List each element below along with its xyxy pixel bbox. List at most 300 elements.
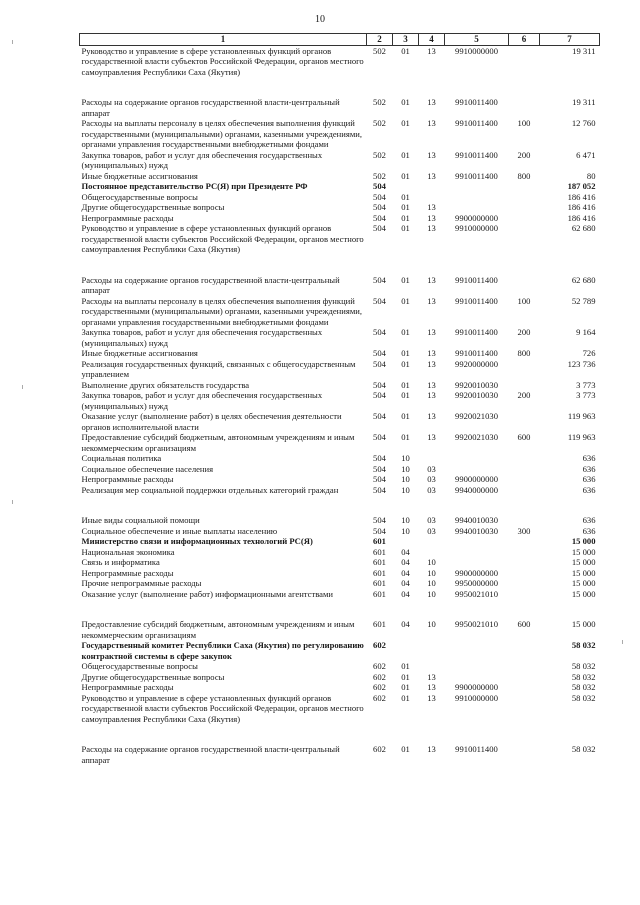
- row-c4-cell: [419, 640, 445, 661]
- row-name-cell: Реализация мер социальной поддержки отдельных категорий граждан: [81, 484, 339, 495]
- row-c7-cell: 636: [582, 525, 596, 536]
- header-cell: 2: [367, 34, 393, 46]
- row-c3-cell: 01: [401, 327, 410, 337]
- row-c2-cell: 504: [373, 390, 386, 400]
- row-c4-cell: 03: [427, 484, 436, 495]
- row-c4-cell: 13: [427, 671, 436, 682]
- row-c2-cell: 602: [373, 661, 386, 671]
- table-header-row: [80, 34, 600, 46]
- row-c4-cell: [419, 453, 445, 464]
- row-c4-cell: 13: [427, 149, 436, 160]
- row-c6-cell: 600: [517, 432, 531, 442]
- row-name-cell: Иные бюджетные ассигнования: [81, 170, 198, 181]
- row-c2-cell: 504: [373, 181, 386, 191]
- row-c5-cell: 9910011400: [455, 149, 498, 160]
- row-c4-cell: 03: [427, 474, 436, 484]
- row-c2-cell: 601: [373, 567, 386, 578]
- row-name-cell: Руководство и управление в сфере установленных функций органов государственной власти субъектов Российской Федерации, органов местного самоуправления Республики Саха (Якутия): [81, 223, 364, 254]
- row-c3-cell: 10: [401, 525, 410, 536]
- row-c3-cell: 04: [401, 546, 410, 557]
- row-c7-cell: 52 789: [571, 295, 596, 306]
- row-c3-cell: 01: [401, 358, 410, 369]
- row-name-cell: Закупка товаров, работ и услуг для обеспечения государственных (муниципальных) нужд: [81, 390, 323, 411]
- row-c6-cell: [509, 359, 540, 380]
- table-row: [80, 661, 600, 672]
- row-c3-cell: 01: [401, 390, 410, 400]
- row-c3-cell: 04: [401, 567, 410, 578]
- row-c3-cell: [393, 181, 419, 192]
- row-c4-cell: [419, 661, 445, 672]
- header-cell: 4: [419, 34, 445, 46]
- header-cell: 6: [509, 34, 540, 46]
- table-row: [80, 202, 600, 213]
- row-name-cell: Прочие непрограммные расходы: [81, 578, 202, 588]
- row-c7-cell: 119 963: [567, 432, 596, 442]
- row-c2-cell: 504: [373, 295, 386, 306]
- row-c3-cell: [393, 640, 419, 661]
- row-spacer: [80, 255, 600, 275]
- row-c4-cell: 13: [427, 295, 436, 306]
- row-name-cell: Оказание услуг (выполнение работ) информационными агентствами: [81, 588, 334, 599]
- row-name-cell: Иные бюджетные ассигнования: [81, 348, 198, 358]
- row-c5-cell: [445, 672, 509, 683]
- row-name-cell: Расходы на содержание органов государственной власти-центральный аппарат: [81, 97, 340, 118]
- row-c7-cell: 15 000: [571, 619, 596, 629]
- row-c3-cell: 04: [401, 588, 410, 599]
- row-c7-cell: 58 032: [571, 682, 596, 692]
- row-c7-cell: 62 680: [571, 223, 596, 233]
- row-c2-cell: 502: [373, 170, 386, 181]
- table-row: [80, 464, 600, 475]
- row-c5-cell: 9910000000: [455, 45, 498, 56]
- row-c2-cell: 502: [373, 97, 386, 107]
- row-c3-cell: 04: [401, 557, 410, 567]
- row-c3-cell: 01: [401, 191, 410, 202]
- table-row: [80, 296, 600, 328]
- row-c5-cell: [445, 640, 509, 661]
- table-row: [80, 432, 600, 453]
- table-row: [80, 619, 600, 640]
- row-c3-cell: 01: [401, 411, 410, 421]
- row-c6-cell: [509, 578, 540, 589]
- row-name-cell: Министерство связи и информационных технологий РС(Я): [81, 536, 313, 546]
- row-name-cell: Общегосударственные вопросы: [81, 191, 198, 202]
- row-spacer: [80, 599, 600, 619]
- table-row: [80, 181, 600, 192]
- row-c5-cell: 9920000000: [455, 358, 498, 369]
- table-row: [80, 150, 600, 171]
- row-name-cell: Социальная политика: [81, 453, 162, 463]
- row-c6-cell: [509, 744, 540, 765]
- table-body: [80, 45, 600, 765]
- row-c4-cell: 10: [427, 578, 436, 588]
- row-c7-cell: 186 416: [567, 212, 596, 223]
- row-c5-cell: 9900000000: [455, 212, 498, 223]
- row-name-cell: Социальное обеспечение населения: [81, 463, 214, 474]
- row-c6-cell: 200: [517, 327, 531, 337]
- row-c3-cell: 10: [401, 515, 410, 525]
- row-c3-cell: 10: [401, 453, 410, 463]
- row-c2-cell: 504: [373, 515, 386, 525]
- row-name-cell: Другие общегосударственные вопросы: [81, 202, 225, 212]
- row-c2-cell: 504: [373, 484, 386, 495]
- row-name-cell: Непрограммные расходы: [81, 682, 174, 692]
- row-name-cell: Непрограммные расходы: [81, 212, 174, 223]
- row-c3-cell: 04: [401, 578, 410, 588]
- row-c5-cell: 9910000000: [455, 692, 498, 703]
- table-row: [80, 474, 600, 485]
- row-c4-cell: 13: [427, 45, 436, 56]
- row-c6-cell: 100: [517, 295, 531, 306]
- table-row: [80, 589, 600, 600]
- row-c3-cell: 01: [401, 170, 410, 181]
- row-c6-cell: [509, 380, 540, 391]
- table-row: [80, 348, 600, 359]
- row-c6-cell: [509, 192, 540, 203]
- row-c7-cell: 19 311: [572, 97, 596, 107]
- row-c4-cell: 13: [427, 202, 436, 212]
- row-name-cell: Общегосударственные вопросы: [81, 661, 198, 671]
- row-c3-cell: 01: [401, 671, 410, 682]
- row-c7-cell: 58 032: [571, 692, 596, 703]
- row-c3-cell: 01: [401, 97, 410, 107]
- row-c4-cell: 13: [427, 348, 436, 358]
- row-c4-cell: 10: [427, 619, 436, 629]
- row-c6-cell: 200: [517, 390, 531, 400]
- row-c2-cell: 504: [373, 453, 386, 463]
- row-c3-cell: 01: [401, 432, 410, 442]
- row-c5-cell: 9920021030: [455, 411, 498, 421]
- row-c6-cell: [509, 682, 540, 693]
- row-c7-cell: 636: [582, 515, 596, 525]
- row-c3-cell: 01: [401, 45, 410, 56]
- row-c2-cell: 504: [373, 411, 386, 421]
- row-name-cell: Иные виды социальной помощи: [81, 515, 200, 525]
- row-c4-cell: 13: [427, 327, 436, 337]
- row-c5-cell: 9910011400: [455, 97, 498, 107]
- page-number: 10: [315, 14, 325, 25]
- row-c5-cell: 9920021030: [455, 432, 498, 442]
- row-c6-cell: [509, 640, 540, 661]
- row-c2-cell: 504: [373, 525, 386, 536]
- row-name-cell: Предоставление субсидий бюджетным, автономным учреждениям и иным некоммерческим организациям: [81, 619, 355, 640]
- row-name-cell: Руководство и управление в сфере установленных функций органов государственной власти субъектов Российской Федерации, органов местного самоуправления Республики Саха (Якутия): [81, 45, 364, 77]
- table-row: [80, 213, 600, 224]
- row-c5-cell: 9900000000: [455, 474, 498, 484]
- row-c6-cell: [509, 464, 540, 475]
- row-c7-cell: 3 773: [576, 390, 596, 400]
- row-c6-cell: [509, 411, 540, 432]
- row-c5-cell: 9910000000: [455, 223, 498, 233]
- row-name-cell: Предоставление субсидий бюджетным, автономным учреждениям и иным некоммерческим организациям: [81, 432, 355, 453]
- row-c5-cell: [445, 202, 509, 213]
- row-name-cell: Другие общегосударственные вопросы: [81, 671, 225, 682]
- table-row: [80, 275, 600, 296]
- row-c2-cell: 504: [373, 327, 386, 337]
- row-c5-cell: [445, 536, 509, 547]
- row-c2-cell: 601: [373, 578, 386, 588]
- row-c7-cell: 19 311: [572, 45, 596, 56]
- row-c4-cell: 13: [427, 379, 436, 390]
- header-cell: 1: [80, 34, 367, 46]
- row-c7-cell: 58 032: [571, 744, 596, 754]
- row-c2-cell: 602: [373, 744, 386, 754]
- row-c7-cell: 15 000: [571, 578, 596, 588]
- table-row: [80, 744, 600, 765]
- row-c5-cell: 9950021010: [455, 588, 498, 599]
- row-c4-cell: 10: [427, 557, 436, 567]
- row-c4-cell: 13: [427, 212, 436, 223]
- row-c6-cell: [509, 485, 540, 496]
- row-c2-cell: 602: [373, 671, 386, 682]
- row-c2-cell: 504: [373, 474, 386, 484]
- row-c2-cell: 504: [373, 223, 386, 233]
- row-c2-cell: 602: [373, 692, 386, 703]
- table-row: [80, 536, 600, 547]
- row-c2-cell: 601: [373, 536, 386, 546]
- row-c2-cell: 504: [373, 212, 386, 223]
- row-c7-cell: 15 000: [571, 546, 596, 557]
- row-c5-cell: 9920010030: [455, 390, 498, 400]
- row-c6-cell: [509, 547, 540, 558]
- row-c5-cell: [445, 557, 509, 568]
- row-c3-cell: 01: [401, 744, 410, 754]
- row-name-cell: Государственный комитет Республики Саха (Якутия) по регулированию контрактной системы в сфере закупок: [81, 640, 364, 661]
- row-c3-cell: 10: [401, 463, 410, 474]
- row-c5-cell: 9910011400: [455, 744, 498, 754]
- row-c4-cell: 13: [427, 223, 436, 233]
- scan-mark: [22, 385, 23, 389]
- row-c2-cell: 601: [373, 588, 386, 599]
- row-c3-cell: 01: [401, 348, 410, 358]
- table-row: [80, 192, 600, 203]
- table-row: [80, 640, 600, 661]
- row-c6-cell: 800: [517, 170, 531, 181]
- row-c4-cell: 10: [427, 588, 436, 599]
- row-c7-cell: 187 052: [567, 181, 596, 191]
- row-c7-cell: 636: [582, 484, 596, 495]
- row-c3-cell: 10: [401, 484, 410, 495]
- row-c3-cell: 04: [401, 619, 410, 629]
- row-c4-cell: 13: [427, 390, 436, 400]
- row-c7-cell: 15 000: [571, 557, 596, 567]
- scan-mark: [12, 500, 13, 504]
- row-c6-cell: [509, 589, 540, 600]
- row-c2-cell: 502: [373, 149, 386, 160]
- row-c6-cell: [509, 45, 540, 77]
- row-c6-cell: [509, 568, 540, 579]
- table-row: [80, 359, 600, 380]
- row-c3-cell: [393, 536, 419, 547]
- row-c5-cell: [445, 547, 509, 558]
- row-c2-cell: 504: [373, 379, 386, 390]
- table-row: [80, 682, 600, 693]
- row-c7-cell: 186 416: [567, 191, 596, 202]
- row-c6-cell: [509, 557, 540, 568]
- table-row: [80, 485, 600, 496]
- row-c5-cell: [445, 181, 509, 192]
- row-c2-cell: 502: [373, 45, 386, 56]
- row-spacer: [80, 724, 600, 744]
- table-row: [80, 380, 600, 391]
- row-c7-cell: 3 773: [576, 379, 596, 390]
- row-c3-cell: 10: [401, 474, 410, 484]
- row-c5-cell: 9940000000: [455, 484, 498, 495]
- row-c2-cell: 601: [373, 546, 386, 557]
- row-c7-cell: 58 032: [571, 671, 596, 682]
- row-name-cell: Расходы на содержание органов государственной власти-центральный аппарат: [81, 274, 340, 295]
- row-spacer: [80, 495, 600, 515]
- row-c5-cell: 9900000000: [455, 567, 498, 578]
- row-c4-cell: 13: [427, 432, 436, 442]
- row-name-cell: Выполнение других обязательств государства: [81, 379, 250, 390]
- table-row: [80, 568, 600, 579]
- row-c7-cell: 58 032: [571, 640, 596, 650]
- row-c2-cell: 504: [373, 348, 386, 358]
- row-name-cell: Реализация государственных функций, связанных с общегосударственным управлением: [81, 358, 356, 379]
- row-c4-cell: [419, 181, 445, 192]
- row-c7-cell: 15 000: [571, 588, 596, 599]
- row-c6-cell: [509, 181, 540, 192]
- table-row: [80, 672, 600, 683]
- row-c6-cell: [509, 202, 540, 213]
- budget-table: [79, 33, 600, 765]
- row-c4-cell: 13: [427, 692, 436, 703]
- row-c2-cell: 504: [373, 202, 386, 212]
- row-c6-cell: [509, 97, 540, 118]
- table-row: [80, 693, 600, 725]
- row-c4-cell: 03: [427, 525, 436, 536]
- row-c3-cell: 01: [401, 692, 410, 703]
- row-c6-cell: [509, 672, 540, 683]
- row-c4-cell: [419, 547, 445, 558]
- header-cell: 5: [445, 34, 509, 46]
- row-c6-cell: 200: [517, 149, 531, 160]
- row-c5-cell: 9950021010: [455, 619, 498, 629]
- row-c6-cell: [509, 213, 540, 224]
- row-c6-cell: [509, 661, 540, 672]
- row-c5-cell: [445, 192, 509, 203]
- row-c5-cell: 9940010030: [455, 525, 498, 536]
- row-c6-cell: [509, 474, 540, 485]
- row-c5-cell: [445, 453, 509, 464]
- row-c4-cell: 13: [427, 274, 436, 285]
- row-c2-cell: 601: [373, 557, 386, 567]
- row-spacer: [80, 77, 600, 97]
- table-row: [80, 118, 600, 150]
- row-c4-cell: 13: [427, 97, 436, 107]
- row-c3-cell: 01: [401, 661, 410, 671]
- row-c5-cell: 9920010030: [455, 379, 498, 390]
- row-c2-cell: 602: [373, 682, 386, 692]
- row-c4-cell: 10: [427, 567, 436, 578]
- row-c2-cell: 504: [373, 358, 386, 369]
- row-c2-cell: 504: [373, 463, 386, 474]
- row-c2-cell: 601: [373, 619, 386, 629]
- row-name-cell: Расходы на выплаты персоналу в целях обеспечения выполнения функций государственными (муниципальными) органами, казенными учреждениями, органами управления государственными внебюджетными фондами: [81, 295, 363, 327]
- row-c5-cell: [445, 661, 509, 672]
- row-name-cell: Связь и информатика: [81, 557, 160, 567]
- table-row: [80, 526, 600, 537]
- row-c7-cell: 9 164: [576, 327, 596, 337]
- row-name-cell: Национальная экономика: [81, 546, 175, 557]
- table-row: [80, 411, 600, 432]
- row-c7-cell: 636: [582, 474, 596, 484]
- row-c3-cell: 01: [401, 202, 410, 212]
- row-c2-cell: 504: [373, 432, 386, 442]
- row-c4-cell: 13: [427, 682, 436, 692]
- table-row: [80, 327, 600, 348]
- row-c4-cell: 13: [427, 118, 436, 128]
- row-name-cell: Руководство и управление в сфере установленных функций органов государственной власти субъектов Российской Федерации, органов местного самоуправления Республики Саха (Якутия): [81, 692, 364, 724]
- row-c6-cell: 100: [517, 118, 531, 128]
- row-c3-cell: 01: [401, 682, 410, 692]
- row-c5-cell: [445, 464, 509, 475]
- row-c3-cell: 01: [401, 223, 410, 233]
- row-c7-cell: 186 416: [567, 202, 596, 212]
- row-c4-cell: 13: [427, 411, 436, 421]
- row-c2-cell: 504: [373, 274, 386, 285]
- row-name-cell: Расходы на выплаты персоналу в целях обеспечения выполнения функций государственными (муниципальными) органами, казенными учреждениями, органами управления государственными внебюджетными фондами: [81, 118, 363, 149]
- row-c7-cell: 62 680: [571, 274, 596, 285]
- row-c7-cell: 123 736: [567, 358, 596, 369]
- row-c5-cell: 9910011400: [455, 348, 498, 358]
- table-row: [80, 453, 600, 464]
- row-name-cell: Непрограммные расходы: [81, 474, 174, 484]
- row-c7-cell: 726: [582, 348, 596, 358]
- table-row: [80, 171, 600, 182]
- row-c5-cell: 9910011400: [455, 295, 498, 306]
- row-c6-cell: [509, 223, 540, 255]
- header-cell: 7: [540, 34, 600, 46]
- row-c6-cell: [509, 515, 540, 526]
- row-c2-cell: 502: [373, 118, 386, 128]
- table-row: [80, 45, 600, 77]
- row-c4-cell: 13: [427, 358, 436, 369]
- row-c3-cell: 01: [401, 295, 410, 306]
- table-row: [80, 557, 600, 568]
- row-c6-cell: [509, 693, 540, 725]
- row-c6-cell: [509, 275, 540, 296]
- row-c5-cell: 9950000000: [455, 578, 498, 588]
- row-c7-cell: 12 760: [571, 118, 596, 128]
- row-c7-cell: 15 000: [571, 567, 596, 578]
- row-c7-cell: 58 032: [571, 661, 596, 671]
- row-name-cell: Закупка товаров, работ и услуг для обеспечения государственных (муниципальных) нужд: [81, 327, 323, 348]
- row-c5-cell: 9910011400: [455, 274, 498, 285]
- row-c5-cell: 9900000000: [455, 682, 498, 692]
- row-c5-cell: 9910011400: [455, 327, 498, 337]
- row-c3-cell: 01: [401, 379, 410, 390]
- row-c4-cell: 03: [427, 515, 436, 525]
- row-c6-cell: 800: [517, 348, 531, 358]
- row-c2-cell: 602: [373, 640, 386, 650]
- row-name-cell: Социальное обеспечение и иные выплаты населению: [81, 525, 278, 536]
- row-c3-cell: 01: [401, 118, 410, 128]
- scan-mark: [12, 40, 13, 44]
- row-c3-cell: 01: [401, 274, 410, 285]
- scan-mark: [622, 640, 623, 644]
- row-c4-cell: 03: [427, 463, 436, 474]
- row-name-cell: Закупка товаров, работ и услуг для обеспечения государственных (муниципальных) нужд: [81, 149, 323, 170]
- row-c3-cell: 01: [401, 212, 410, 223]
- row-c3-cell: 01: [401, 149, 410, 160]
- row-c4-cell: [419, 192, 445, 203]
- row-c4-cell: 13: [427, 744, 436, 754]
- row-c7-cell: 6 471: [576, 149, 596, 160]
- row-c4-cell: 13: [427, 170, 436, 181]
- row-name-cell: Непрограммные расходы: [81, 567, 174, 578]
